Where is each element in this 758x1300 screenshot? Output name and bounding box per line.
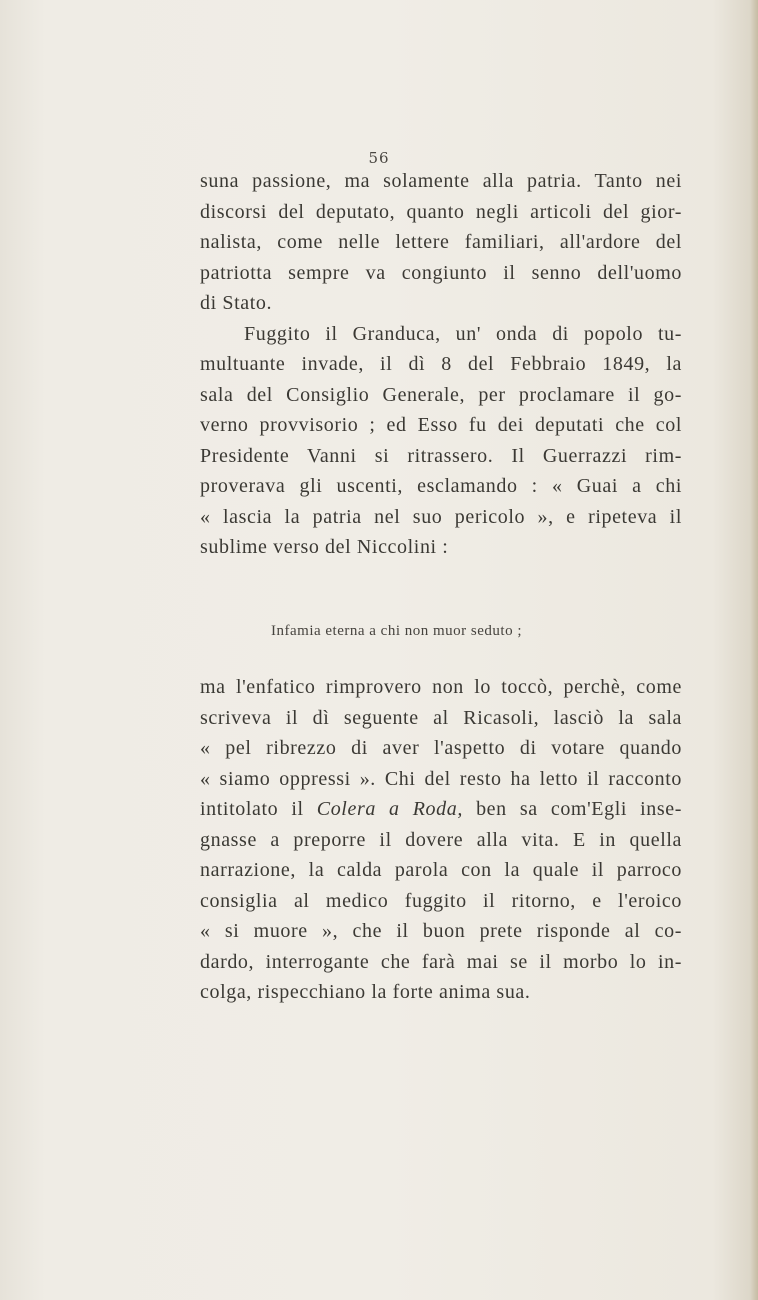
text-line: nalista, come nelle lettere familiari, all'ardore del <box>200 231 682 253</box>
text-line: sala del Consiglio Generale, per proclamare il go- <box>200 383 682 406</box>
text-line: gnasse a preporre il dovere alla vita. E in quella <box>200 828 682 851</box>
page-number: 56 <box>368 149 390 167</box>
page-edge-shadow <box>750 0 758 1300</box>
text-line: narrazione, la calda parola con la quale il parroco <box>200 859 682 881</box>
text-line: proverava gli uscenti, esclamando : « Guai a chi <box>200 475 682 497</box>
text-line: « siamo oppressi ». Chi del resto ha letto il racconto <box>200 767 682 790</box>
text-line-with-title <box>200 794 682 825</box>
body-text-lower <box>200 672 682 1008</box>
text-line: colga, rispecchiano la forte anima sua. <box>200 981 531 1003</box>
text-line: dardo, interrogante che farà mai se il morbo lo in- <box>200 950 682 973</box>
text-line: « si muore », che il buon prete risponde al co- <box>200 920 682 942</box>
text-line: Fuggito il Granduca, un' onda di popolo tu- <box>244 322 682 345</box>
text-line: consiglia al medico fuggito il ritorno, e l'eroico <box>200 889 682 912</box>
line-text-after: ben sa com'Egli inse- <box>462 798 682 820</box>
text-line: verno provvisorio ; ed Esso fu dei deputati che col <box>200 414 682 436</box>
text-line: discorsi del deputato, quanto negli articoli del gior- <box>200 200 682 223</box>
text-line: « lascia la patria nel suo pericolo », e ripeteva il <box>200 505 682 528</box>
story-title: Colera a Roda, <box>316 798 463 820</box>
text-line: sublime verso del Niccolini : <box>200 536 449 558</box>
text-line: « pel ribrezzo di aver l'aspetto di votare quando <box>200 737 682 759</box>
text-line: di Stato. <box>200 292 273 314</box>
text-line: multuante invade, il dì 8 del Febbraio 1849, la <box>200 353 682 375</box>
text-line: scriveva il dì seguente al Ricasoli, lasciò la sala <box>200 706 682 729</box>
text-line: patriotta sempre va congiunto il senno dell'uomo <box>200 261 682 284</box>
line-text-before: intitolato il <box>200 798 317 820</box>
text-line: suna passione, ma solamente alla patria. Tanto nei <box>200 170 682 192</box>
verse-quote: Infamia eterna a chi non muor seduto ; <box>271 623 523 639</box>
text-line: Presidente Vanni si ritrassero. Il Guerrazzi rim- <box>200 444 682 467</box>
text-line: ma l'enfatico rimprovero non lo toccò, perchè, come <box>200 676 682 698</box>
body-text-upper <box>200 166 682 563</box>
